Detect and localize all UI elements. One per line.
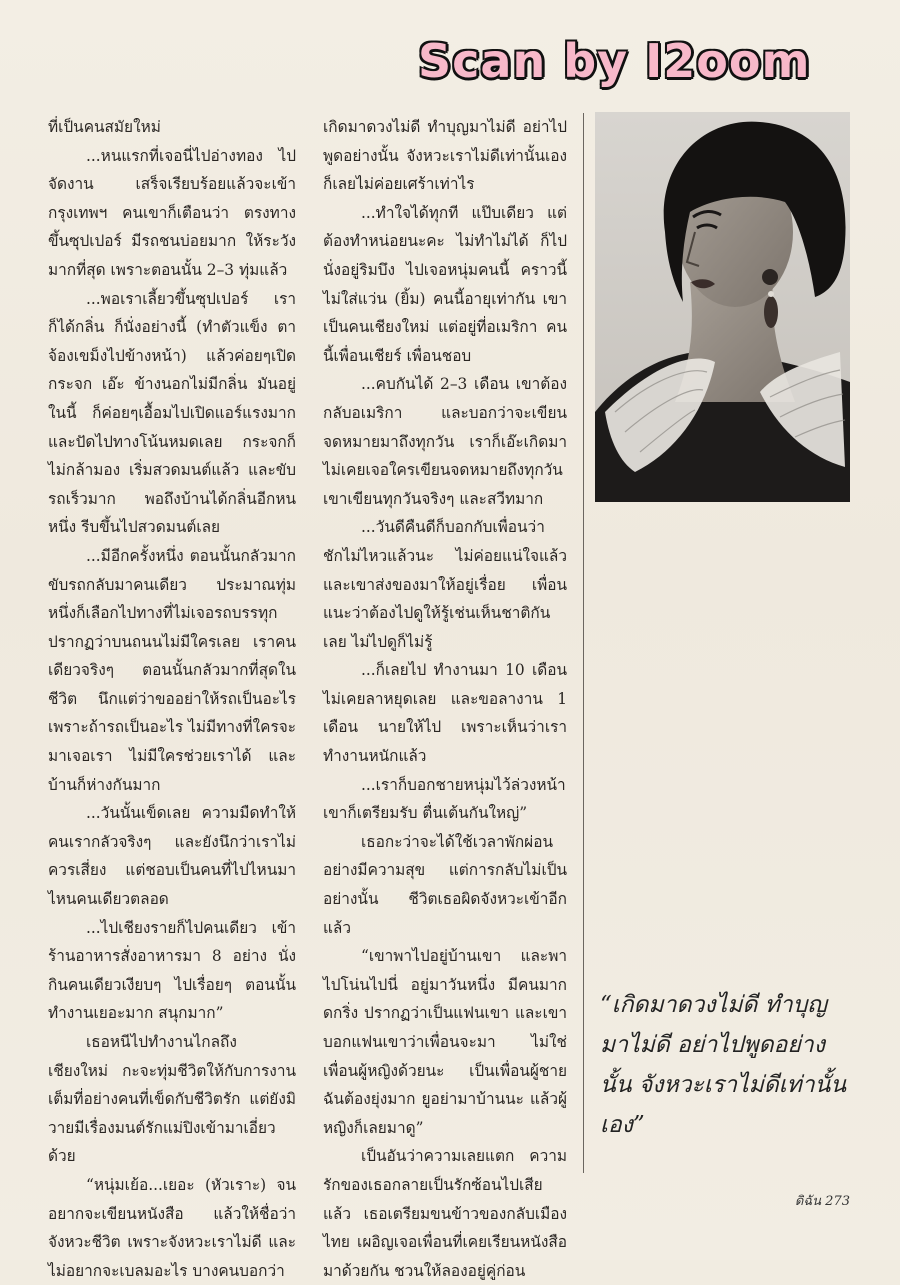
- paragraph: “หนุ่มเย้อ...เยอะ (หัวเราะ) จนอยากจะเขียนหนังสือ แล้วให้ชื่อว่า จังหวะชีวิต เพราะจังหวะเราไม่ดี และไม่อยากจะเบลมอะไร บางคนบอกว่า: [48, 1175, 296, 1280]
- paragraph: เธอกะว่าจะได้ใช้เวลาพักผ่อนอย่างมีความสุข แต่การกลับไม่เป็นอย่างนั้น ชีวิตเธอผิดจังหวะเข้าอีกแล้ว: [323, 832, 567, 937]
- column-divider: [583, 113, 584, 1173]
- paragraph: ...พอเราเลี้ยวขึ้นซุปเปอร์ เราก็ได้กลิ่น ก็นั่งอย่างนี้ (ทำตัวแข็ง ตาจ้องเขม็งไปข้างหน้า) แล้วค่อยๆเปิดกระจก เอ๊ะ ข้างนอกไม่มีกลิ่น มันอยู่ในนี้ ก็ค่อยๆเอื้อมไปเปิดแอร์แรงมากและปัดไปทางโน้นหมดเลย กระจกก็ไม่กล้ามอง เริ่มสวดมนต์แล้ว และขับรถเร็วมาก พอถึงบ้านได้กลิ่นอีกหนหนึ่ง รีบขึ้นไปสวดมนต์เลย: [48, 289, 296, 537]
- text-column-left: [48, 113, 296, 1285]
- paragraph: ...หนแรกที่เจอนี่ไปอ่างทอง ไปจัดงาน เสร็จเรียบร้อยแล้วจะเข้ากรุงเทพฯ คนเขาก็เตือนว่า ตรงทางขึ้นซุปเปอร์ มีรถชนบ่อยมาก ให้ระวังมากที่สุด เพราะตอนนั้น 2–3 ทุ่มแล้ว: [48, 146, 296, 279]
- paragraph: ...ไปเชียงรายก็ไปคนเดียว เข้าร้านอาหารสั่งอาหารมา 8 อย่าง นั่งกินคนเดียวเงียบๆ ไปเรื่อยๆ ตอนนั้นทำงานเยอะมาก สนุกมาก”: [48, 918, 296, 1023]
- paragraph: ...วันดีคืนดีก็บอกกับเพื่อนว่า ชักไม่ไหวแล้วนะ ไม่ค่อยแน่ใจแล้ว และเขาส่งของมาให้อยู่เรื่อย เพื่อนแนะว่าต้องไปดูให้รู้เช่นเห็นชาติกันเลย ไม่ไปดูก็ไม่รู้: [323, 518, 567, 651]
- page-number: ดิฉัน 273: [794, 1194, 850, 1209]
- paragraph: ...ทำใจได้ทุกที แป๊บเดียว แต่ต้องทำหน่อยนะคะ ไม่ทำไม่ได้ ก็ไปนั่งอยู่ริมบึง ไปเจอหนุ่มคนนี้ คราวนี้ไม่ใส่แว่น (ยิ้ม) คนนี้อายุเท่ากัน เขาเป็นคนเชียงใหม่ แต่อยู่ที่อเมริกา คนนี้เพื่อนเชียร์ เพื่อนชอบ: [323, 203, 567, 365]
- paragraph: ที่เป็นคนสมัยใหม่: [48, 118, 161, 136]
- pull-quote-text: “เกิดมาดวงไม่ดี ทำบุญมาไม่ดี อย่าไปพูดอย่างนั้น จังหวะเราไม่ดีเท่านั้นเอง”: [600, 992, 847, 1138]
- pull-quote: [600, 985, 850, 1145]
- portrait-photo: [595, 112, 850, 502]
- paragraph: เธอหนีไปทำงานไกลถึงเชียงใหม่ กะจะทุ่มชีวิตให้กับการงานเต็มที่อย่างคนที่เข็ดกับชีวิตรัก แต่ยังมิวายมีเรื่องมนต์รักแม่ปิงเข้ามาเอี่ยวด้วย: [48, 1033, 296, 1166]
- paragraph: ...วันนั้นเข็ดเลย ความมืดทำให้คนเรากลัวจริงๆ และยังนึกว่าเราไม่ควรเสี่ยง แต่ชอบเป็นคนที่ไปไหนมาไหนคนเดียวตลอด: [48, 804, 296, 909]
- paragraph: ...เราก็บอกชายหนุ่มไว้ล่วงหน้า เขาก็เตรียมรับ ตื่นเต้นกันใหญ่”: [323, 775, 566, 823]
- text-column-middle: [323, 113, 567, 1285]
- paragraph: ...มีอีกครั้งหนึ่ง ตอนนั้นกลัวมาก ขับรถกลับมาคนเดียว ประมาณทุ่มหนึ่งก็เลือกไปทางที่ไม่เจอรถบรรทุก ปรากฏว่าบนถนนไม่มีใครเลย เราคนเดียวจริงๆ ตอนนั้นกลัวมากที่สุดในชีวิต นึกแต่ว่าขออย่าให้รถเป็นอะไร เพราะถ้ารถเป็นอะไร ไม่มีทางที่ใครจะมาเจอเรา ไม่มีใครช่วยเราได้ และบ้านก็ห่างกันมาก: [48, 546, 296, 794]
- paragraph: เกิดมาดวงไม่ดี ทำบุญมาไม่ดี อย่าไปพูดอย่างนั้น จังหวะเราไม่ดีเท่านั้นเอง ก็เลยไม่ค่อยเศร้าเท่าไร: [323, 118, 567, 194]
- paragraph: ...คบกันได้ 2–3 เดือน เขาต้องกลับอเมริกา และบอกว่าจะเขียนจดหมายมาถึงทุกวัน เราก็เอ๊ะเกิดมาไม่เคยเจอใครเขียนจดหมายถึงทุกวัน เขาเขียนทุกวันจริงๆ และสวีทมาก: [323, 375, 567, 508]
- paragraph: ...ก็เลยไป ทำงานมา 10 เดือนไม่เคยลาหยุดเลย และขอลางาน 1 เดือน นายให้ไป เพราะเห็นว่าเราทำงานหนักแล้ว: [323, 661, 567, 766]
- scan-watermark: Scan by I2oom: [418, 34, 811, 88]
- paragraph: “เขาพาไปอยู่บ้านเขา และพาไปโน่นไปนี่ อยู่มาวันหนึ่ง มีคนมากดกริ่ง ปรากฏว่าเป็นแฟนเขา และเขาบอกแฟนเขาว่าเพื่อนจะมา ไม่ใช่เพื่อนผู้หญิงด้วยนะ เป็นเพื่อนผู้ชาย ฉันต้องยุ่งมาก ยูอย่ามาบ้านนะ แล้วผู้หญิงก็เลยมาดู”: [323, 947, 567, 1137]
- paragraph: เป็นอันว่าความเลยแตก ความรักของเธอกลายเป็นรักซ้อนไปเสียแล้ว เธอเตรียมขนข้าวของกลับเมืองไทย เผอิญเจอเพื่อนที่เคยเรียนหนังสือมาด้วยกัน ชวนให้ลองอยู่คู่ก่อน: [323, 1147, 567, 1280]
